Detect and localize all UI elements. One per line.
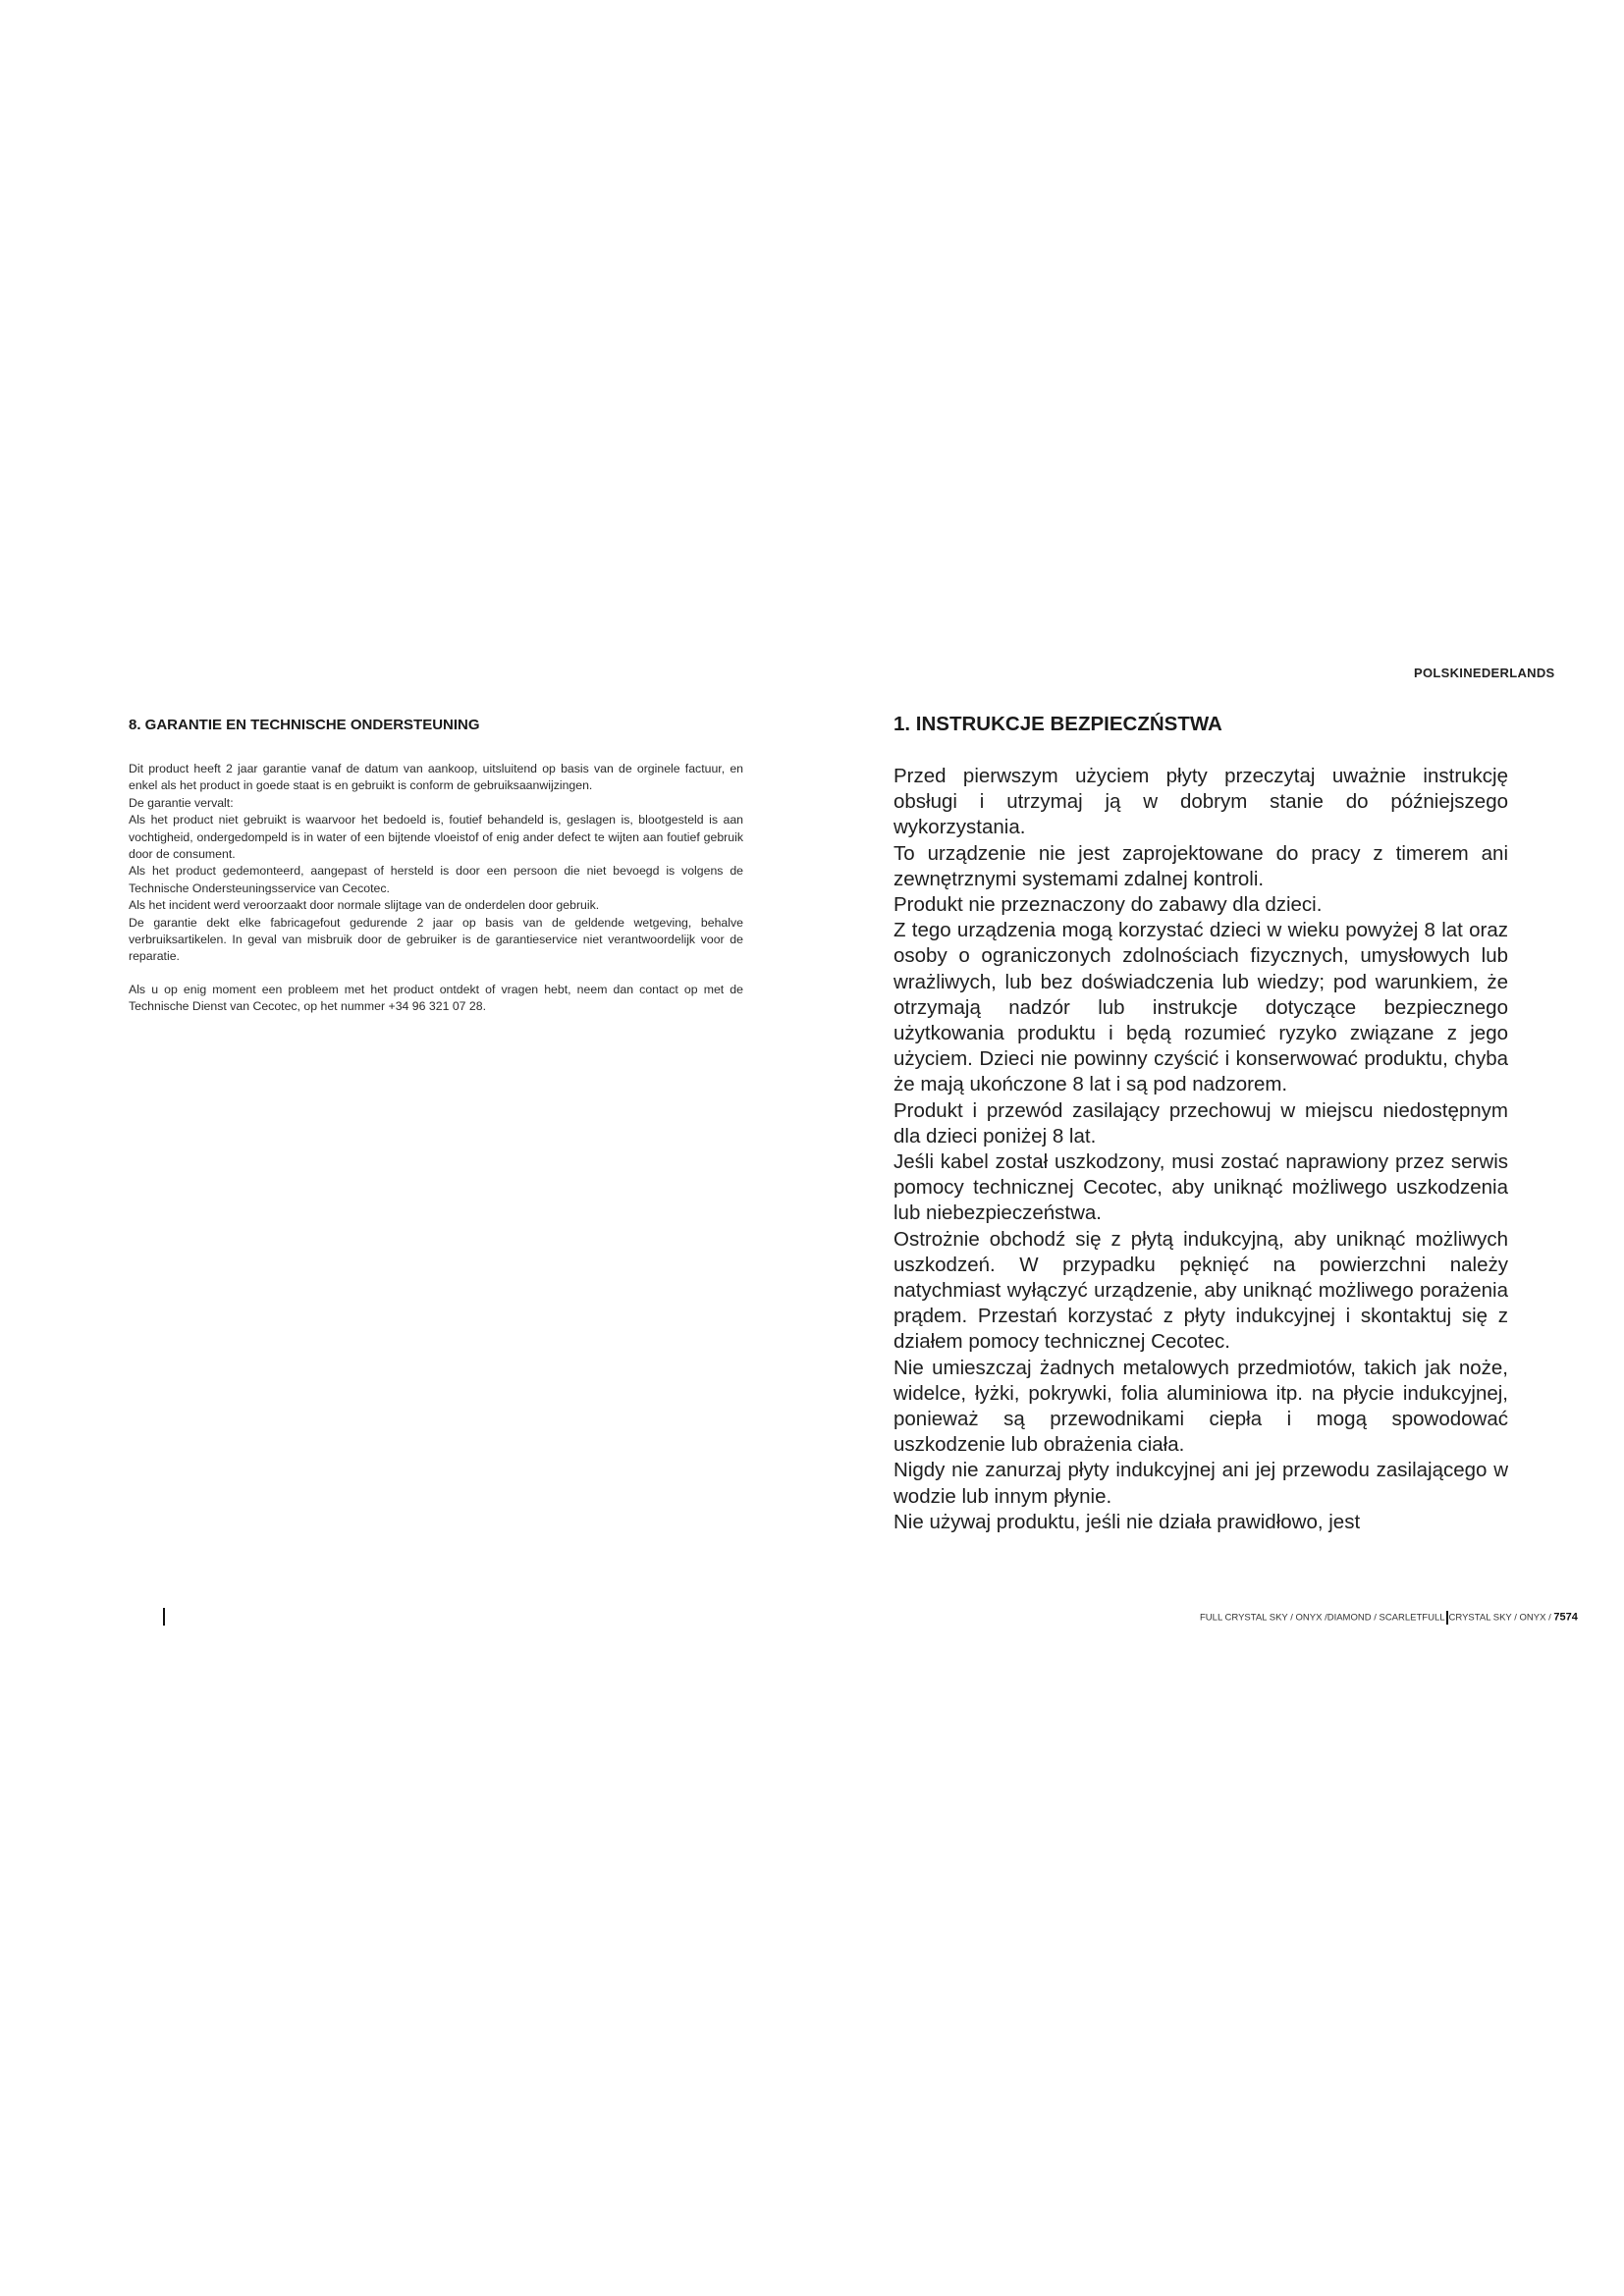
safety-paragraph: Przed pierwszym użyciem płyty przeczytaj uważnie instrukcję obsługi i utrzymaj ją w dobrym stanie do późniejszego wykorzystania. — [893, 765, 1508, 839]
right-column — [893, 713, 1508, 1535]
left-column — [129, 717, 743, 1016]
footer — [1200, 1611, 1593, 1625]
page-numbers: 7574 — [1553, 1611, 1578, 1624]
page-marker-left — [163, 1608, 165, 1626]
warranty-paragraph: Als het product gedemonteerd, aangepast of hersteld is door een persoon die niet bevoegd is volgens de Technische Ondersteuningsservice van Cecotec. — [129, 864, 743, 895]
safety-paragraph: Jeśli kabel został uszkodzony, musi zostać naprawiony przez serwis pomocy technicznej Cecotec, aby uniknąć możliwego uszkodzenia lub niebezpieczeństwa. — [893, 1150, 1508, 1225]
safety-paragraph: Z tego urządzenia mogą korzystać dzieci w wieku powyżej 8 lat oraz osoby o ograniczonych zdolnościach fizycznych, umysłowych lub wrażliwych, lub bez doświadczenia lub wiedzy; pod warunkiem, że otrzymają nadzór lub instrukcje dotyczące bezpiecznego użytkowania produktu i będą rozumieć ryzyko związane z jego użyciem. Dzieci nie powinny czyścić i konserwować produktu, chyba że mają ukończone 8 lat i są pod nadzorem. — [893, 919, 1508, 1096]
safety-paragraph: Ostrożnie obchodź się z płytą indukcyjną, aby uniknąć możliwych uszkodzeń. W przypadku pęknięć na powierzchni należy natychmiast wyłączyć urządzenie, aby uniknąć możliwego porażenia prądem. Przestań korzystać z płyty indukcyjnej i skontaktuj się z działem pomocy technicznej Cecotec. — [893, 1227, 1508, 1354]
safety-paragraph: Produkt nie przeznaczony do zabawy dla dzieci. — [893, 893, 1323, 917]
contact-paragraph: Als u op enig moment een probleem met het product ontdekt of vragen hebt, neem dan contact op met de Technische Dienst van Cecotec, op het nummer +34 96 321 07 28. — [129, 982, 743, 1014]
page-marker-right — [1446, 1611, 1448, 1625]
safety-paragraph: To urządzenie nie jest zaprojektowane do pracy z timerem ani zewnętrznymi systemami zdalnej kontroli. — [893, 841, 1508, 890]
safety-paragraph: Nigdy nie zanurzaj płyty indukcyjnej ani jej przewodu zasilającego w wodzie lub innym płynie. — [893, 1459, 1508, 1508]
warranty-paragraph: De garantie dekt elke fabricagefout gedurende 2 jaar op basis van de geldende wetgeving, behalve verbruiksartikelen. In geval van misbruik door de gebruiker is de garantieservice niet verantwoordelijk voor de reparatie. — [129, 915, 743, 964]
warranty-paragraph: Als het product niet gebruikt is waarvoor het bedoeld is, foutief behandeld is, geslagen is, blootgesteld is aan vochtigheid, ondergedompeld is in water of een bijtende vloeistof of enig ander defect te wijten aan foutief gebruik door de consument. — [129, 813, 743, 862]
warranty-paragraph: Dit product heeft 2 jaar garantie vanaf de datum van aankoop, uitsluitend op basis van de orginele factuur, en enkel als het product in goede staat is en gebruikt is conform de gebruiksaanwijzingen. — [129, 762, 743, 793]
safety-title: 1. INSTRUKCJE BEZPIECZŃSTWA — [893, 713, 1222, 735]
language-header: POLSKINEDERLANDS — [1414, 666, 1555, 680]
warranty-title: 8. GARANTIE EN TECHNISCHE ONDERSTEUNING — [129, 717, 480, 733]
footer-product-right: CRYSTAL SKY / ONYX / — [1448, 1612, 1551, 1624]
safety-paragraph: Nie umieszczaj żadnych metalowych przedmiotów, takich jak noże, widelce, łyżki, pokrywki, folia aluminiowa itp. na płycie indukcyjnej, ponieważ są przewodnikami ciepła i mogą spowodować uszkodzenie lub obrażenia ciała. — [893, 1356, 1508, 1457]
footer-product-left: FULL CRYSTAL SKY / ONYX /DIAMOND / SCARLETFULL — [1200, 1612, 1445, 1624]
warranty-paragraph: Als het incident werd veroorzaakt door normale slijtage van de onderdelen door gebruik. — [129, 898, 600, 913]
safety-paragraph: Produkt i przewód zasilający przechowuj w miejscu niedostępnym dla dzieci poniżej 8 lat. — [893, 1098, 1508, 1148]
warranty-paragraph: De garantie vervalt: — [129, 795, 234, 810]
safety-paragraph: Nie używaj produktu, jeśli nie działa prawidłowo, jest — [893, 1510, 1361, 1533]
